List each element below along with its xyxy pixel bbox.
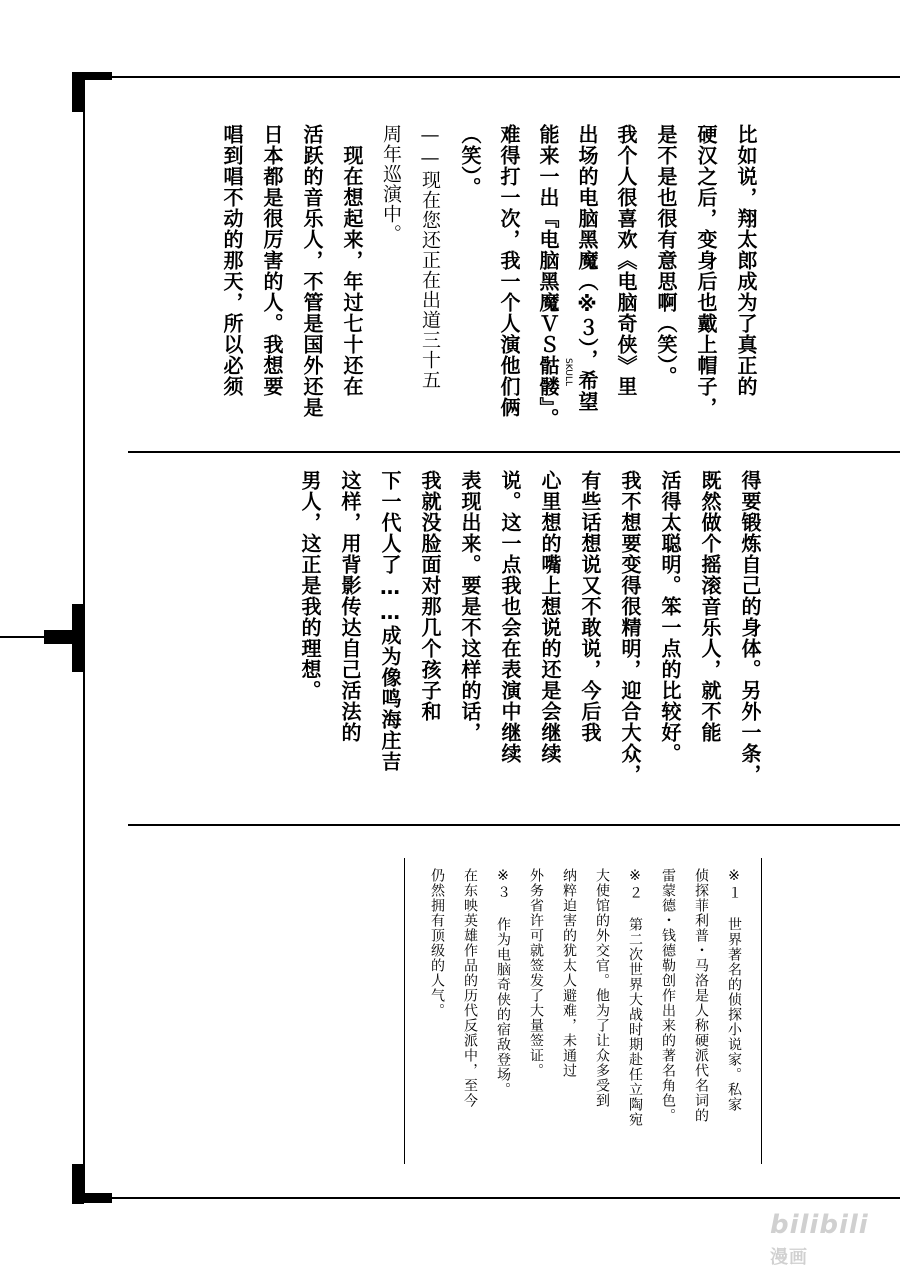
divider-line-2 [128,824,900,826]
text-column: 既然做个摇滚音乐人，就不能 [698,470,722,743]
top-border-line [85,76,900,78]
text-column: 我就没脸面对那几个孩子和 [418,470,442,722]
text-column: 男人，这正是我的理想。 [298,470,322,701]
interviewer-question: ——现在您还正在出道三十五 [419,124,441,390]
text-column: 得要锻炼自己的身体。另外一条， [738,470,762,785]
text-column: 表现出来。要是不这样的话， [458,470,482,743]
footnote-column: 外务省许可就签发了大量签证。 [528,868,544,1078]
text-column: 现在想起来，年过七十还在 [340,124,364,397]
text-column: （笑）。 [458,124,482,198]
text-column: 活得太聪明。笨一点的比较好。 [658,470,682,764]
ruby-annotation: SKULL [563,358,573,386]
bottom-border-line [85,1197,900,1199]
text-column: 我个人很喜欢《电脑奇侠》里 [614,124,638,397]
text-column: 说。这一点我也会在表演中继续 [498,470,522,764]
text-column: 心里想的嘴上想说的还是会继续 [538,470,562,764]
footnote-column: ※２ 第二次世界大战时期赴任立陶宛 [627,868,643,1127]
footnote-column: ※１ 世界著名的侦探小说家。私家 [726,868,742,1112]
footnote-column: 大使馆的外交官。他为了让众多受到 [594,868,610,1108]
text-column: 是不是也很有意思啊（笑）。 [654,124,678,387]
text-column: 比如说，翔太郎成为了真正的 [734,124,758,397]
middle-register-tab [44,630,84,644]
text-column: 能来一出『电脑黑魔ＶＳ骷髅』。 [536,124,560,429]
text-column: 难得打一次，我一个人演他们俩 [497,124,521,418]
text-column: 我不想要变得很精明，迎合大众， [618,470,642,785]
bottom-left-corner-mark-horizontal [72,1193,112,1203]
footnote-column: 雷蒙德・钱德勒创作出来的著名角色。 [660,868,676,1123]
text-column: 出场的电脑黑魔（※３），希望 [575,124,599,412]
footnote-column: 侦探菲利普・马洛是人称硬派代名词的 [693,868,709,1123]
footnote-column: 纳粹迫害的犹太人避难，未通过 [561,868,577,1078]
divider-line-1 [128,451,900,453]
watermark-logo: bilibili [770,1210,869,1240]
text-column: 活跃的音乐人，不管是国外还是 [300,124,324,418]
top-left-corner-mark-vertical [72,72,84,112]
text-column: 日本都是很厉害的人。我想要 [260,124,284,397]
watermark-label: 漫画 [770,1247,808,1268]
footnote-column: 在东映英雄作品的历代反派中，至今 [462,868,478,1108]
bilibili-manga-watermark [770,1210,890,1268]
interviewer-question: 周年巡演中。 [380,124,402,244]
text-column: 有些话想说又不敢说，今后我 [578,470,602,743]
text-column: 下一代人了……成为像鸣海庄吉 [378,470,402,772]
text-column: 这样，用背影传达自己活法的 [338,470,362,743]
text-column: 硬汉之后，变身后也戴上帽子， [694,124,718,418]
footnote-column: ※３ 作为电脑奇侠的宿敌登场。 [495,868,511,1097]
footnote-column: 仍然拥有顶级的人气。 [429,868,445,1018]
text-column: 唱到唱不动的那天，所以必须 [220,124,244,397]
